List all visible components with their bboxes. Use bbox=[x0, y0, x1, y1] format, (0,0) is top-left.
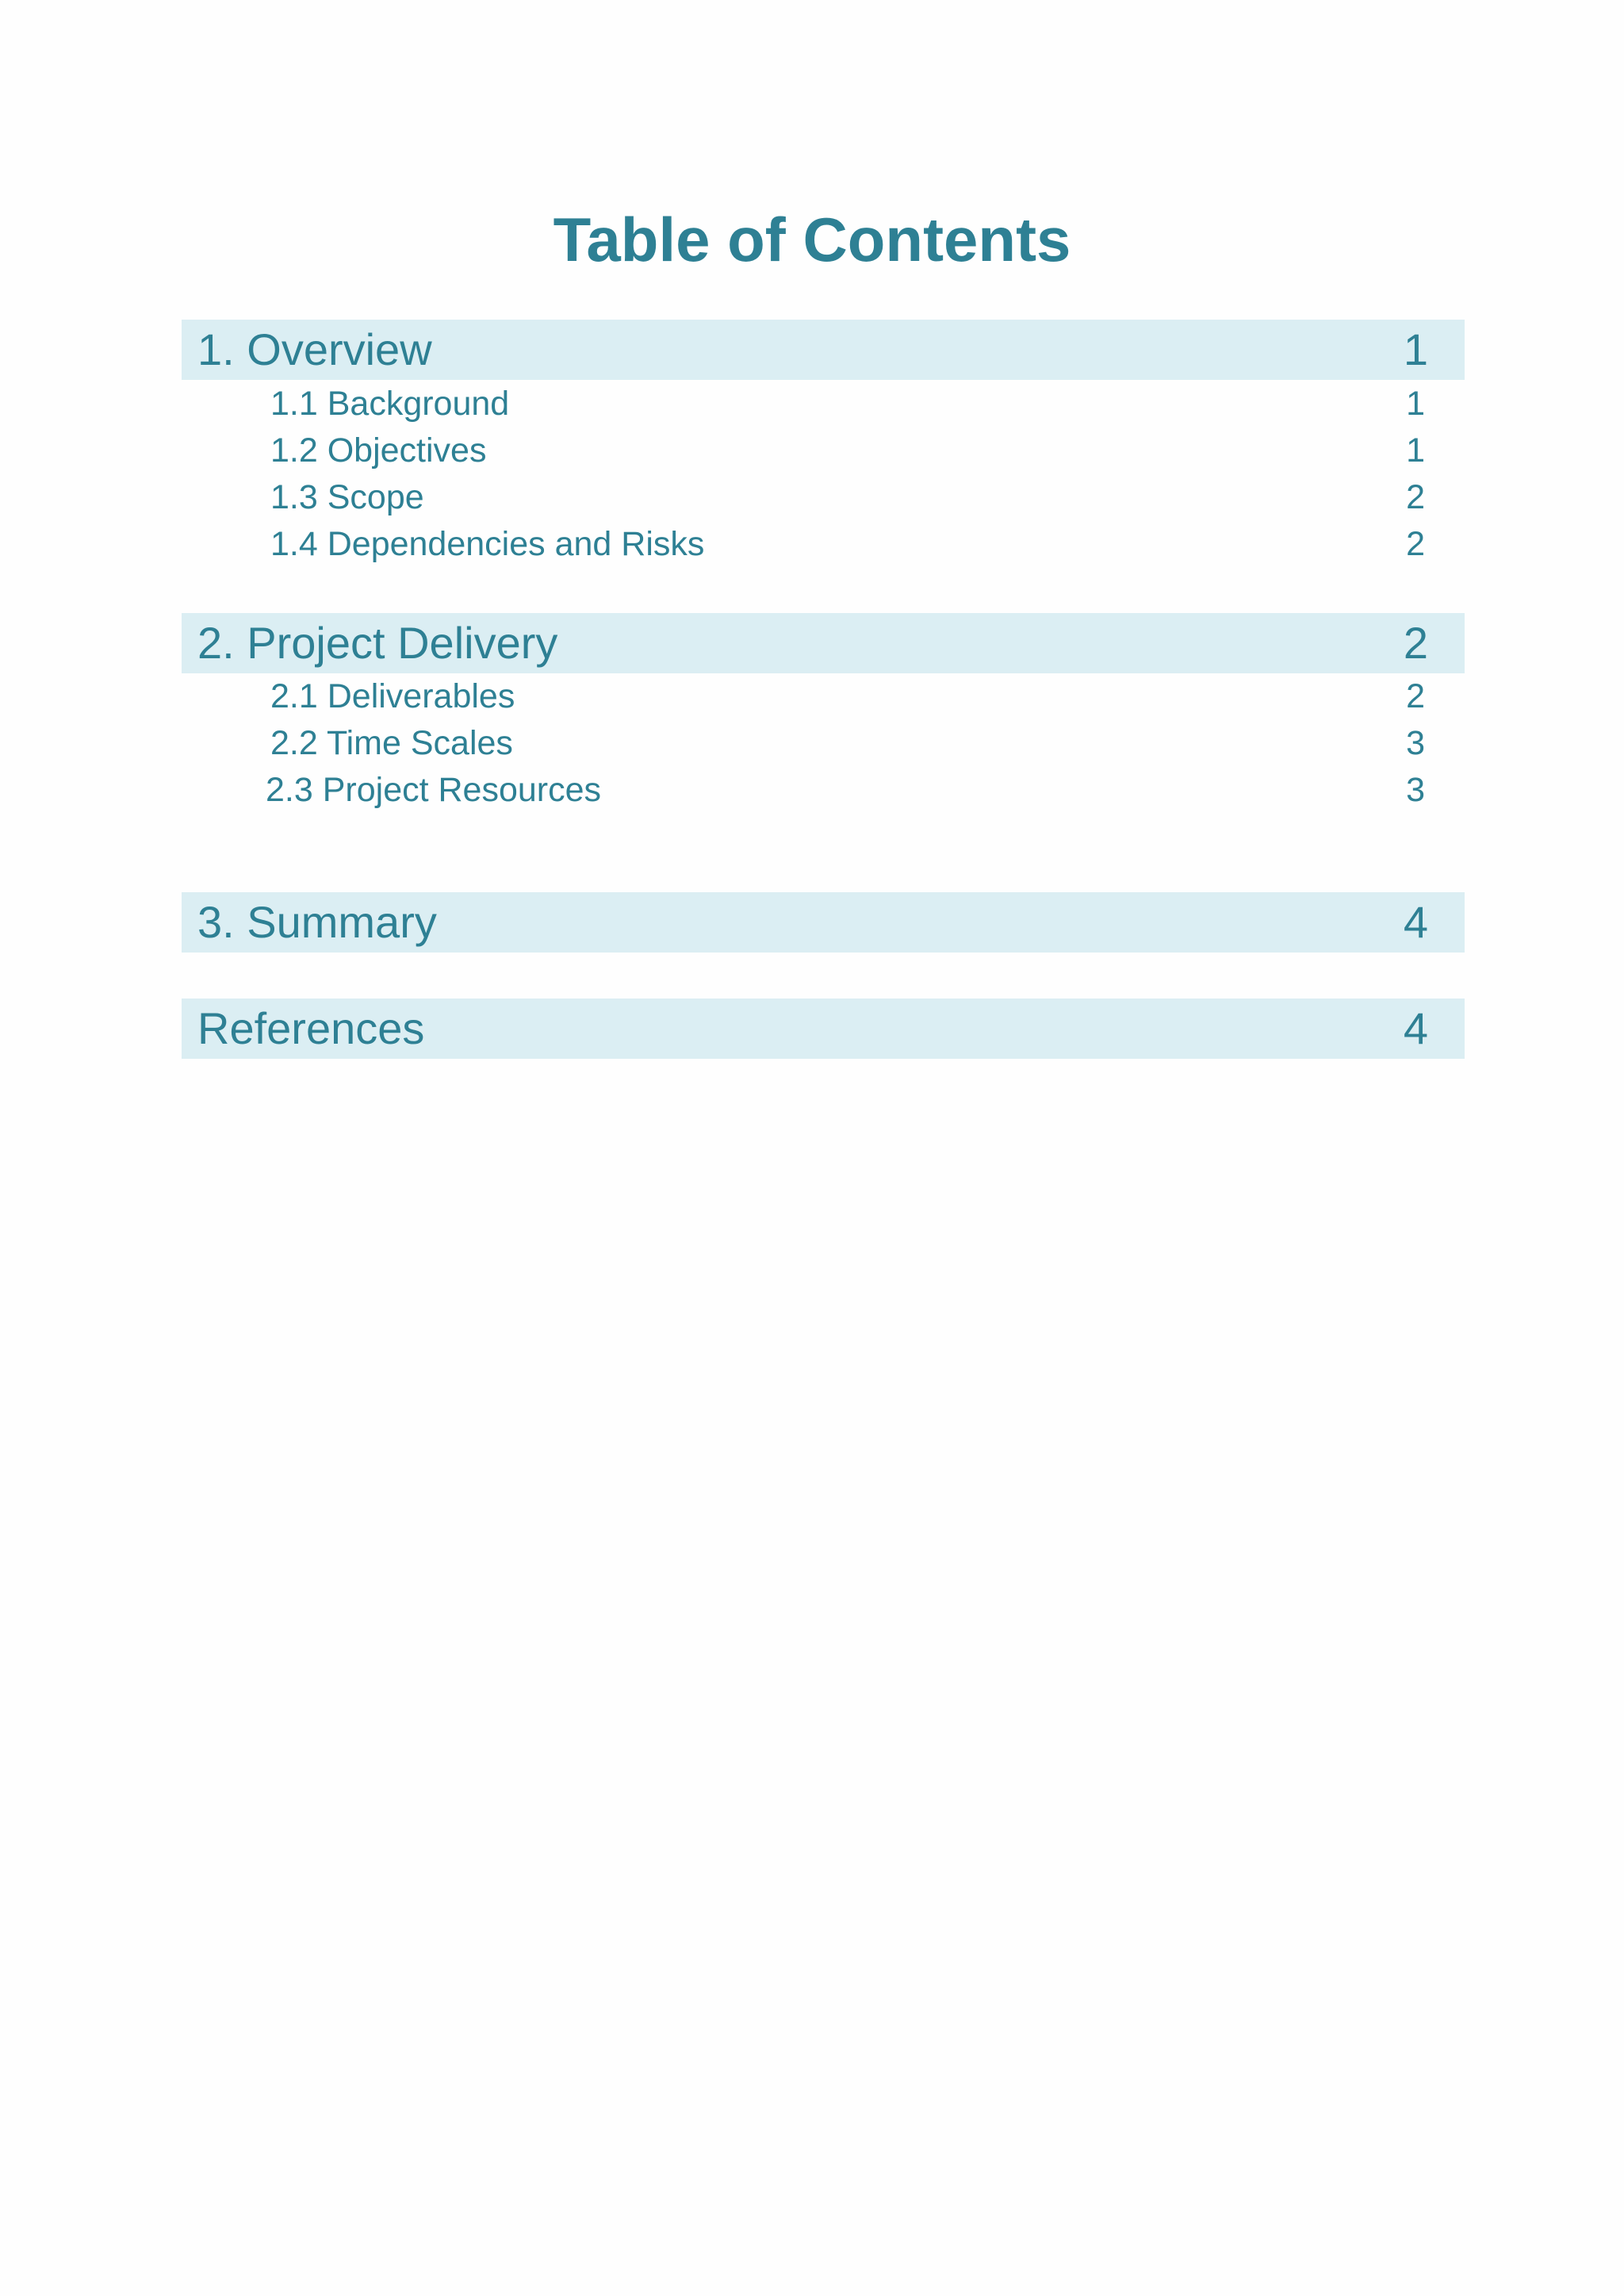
toc-section-label: References bbox=[197, 1003, 425, 1053]
page-title: Table of Contents bbox=[553, 205, 1071, 274]
toc-page-number: 2 bbox=[1406, 478, 1425, 516]
toc-section-label: 1. Overview bbox=[197, 324, 432, 374]
toc-page-number: 2 bbox=[1406, 677, 1425, 715]
toc-section-project-delivery[interactable] bbox=[182, 613, 1465, 673]
toc-item-objectives[interactable] bbox=[182, 427, 1465, 474]
toc-section-label: 3. Summary bbox=[197, 897, 437, 947]
toc-page-number: 1 bbox=[1406, 385, 1425, 423]
toc-item-label: 1.1 Background bbox=[270, 385, 510, 423]
toc-item-scope[interactable] bbox=[182, 474, 1465, 521]
toc-section-references[interactable] bbox=[182, 999, 1465, 1059]
toc-item-label: 2.2 Time Scales bbox=[270, 724, 513, 762]
toc-item-project-resources[interactable] bbox=[182, 767, 1465, 814]
toc-item-label: 1.4 Dependencies and Risks bbox=[270, 525, 705, 563]
toc-page-number: 1 bbox=[1406, 431, 1425, 470]
toc-page-number: 2 bbox=[1406, 525, 1425, 563]
toc-item-background[interactable] bbox=[182, 381, 1465, 427]
toc-item-label: 1.2 Objectives bbox=[270, 431, 487, 470]
toc-page-number: 3 bbox=[1406, 771, 1425, 809]
toc-section-summary[interactable] bbox=[182, 892, 1465, 953]
toc-item-label: 1.3 Scope bbox=[270, 478, 424, 516]
toc-page-number: 3 bbox=[1406, 724, 1425, 762]
toc-page-number: 4 bbox=[1403, 1003, 1428, 1053]
toc-section-label: 2. Project Delivery bbox=[197, 618, 558, 668]
toc-page-number: 1 bbox=[1403, 324, 1428, 374]
toc-item-label: 2.3 Project Resources bbox=[266, 771, 602, 809]
toc-item-deliverables[interactable] bbox=[182, 673, 1465, 720]
toc-item-dependencies-and-risks[interactable] bbox=[182, 521, 1465, 568]
toc-item-label: 2.1 Deliverables bbox=[270, 677, 515, 715]
toc-page-number: 4 bbox=[1403, 897, 1428, 947]
toc-section-overview[interactable] bbox=[182, 320, 1465, 380]
toc-item-time-scales[interactable] bbox=[182, 720, 1465, 767]
toc-page-number: 2 bbox=[1403, 618, 1428, 668]
